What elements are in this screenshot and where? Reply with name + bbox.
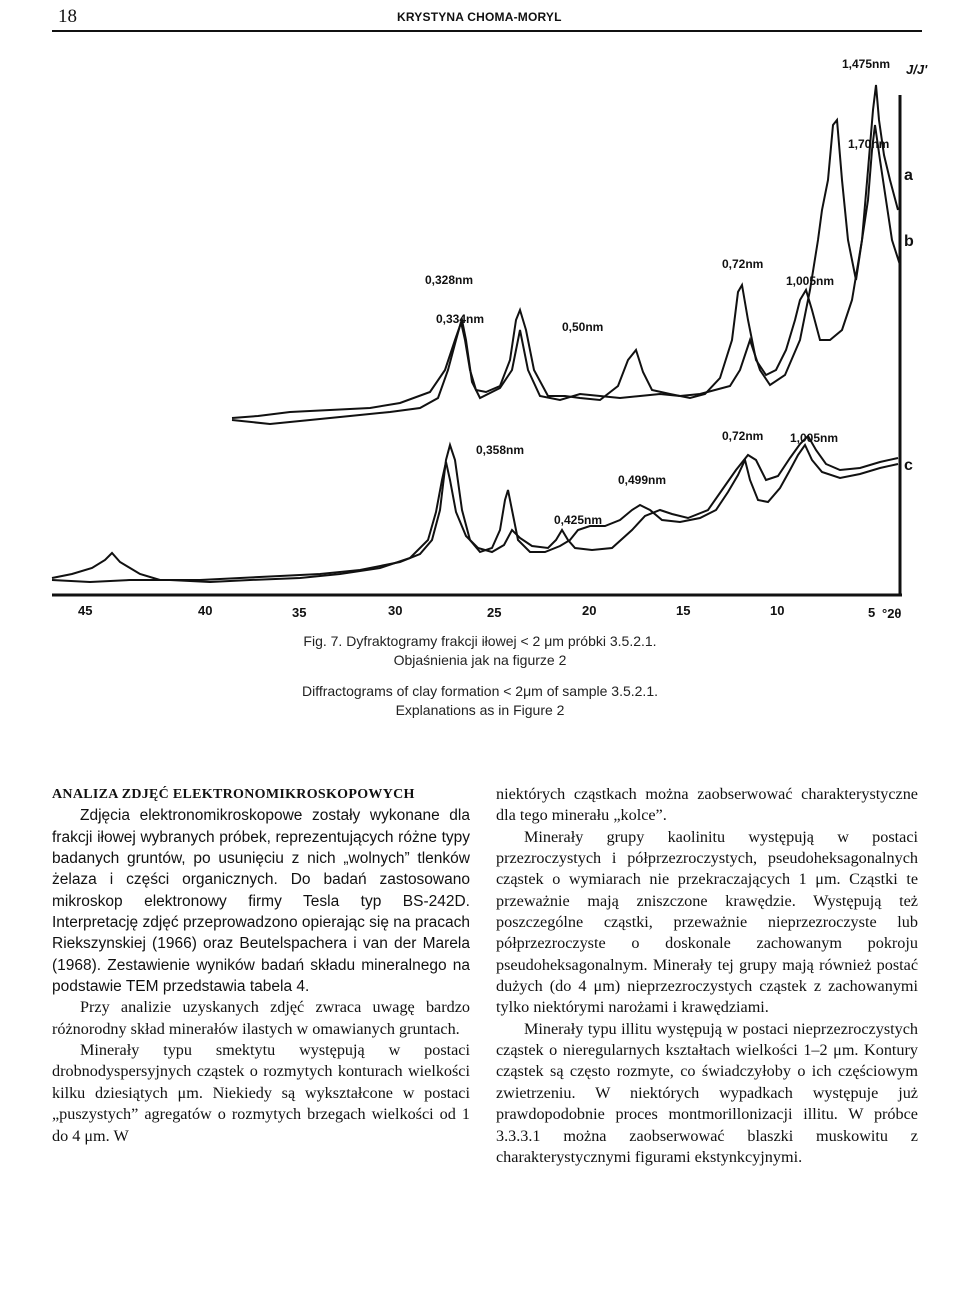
x-tick-10: 10: [770, 603, 785, 618]
x-tick-15: 15: [676, 603, 691, 618]
x-tick-20: 20: [582, 603, 597, 618]
x-tick-40: 40: [198, 603, 213, 618]
peak-label-0334: 0,334nm: [436, 312, 485, 326]
left-paragraph-1: Zdjęcia elektronomikroskopowe zostały wykonane dla frakcji iłowej wybranych próbek, reprezentujących różne typy badanych gruntów, po usunięciu z nich „wolnych” tlenków żelaza i części organicznych. Do badań zastosowano mikroskop elektronowy firmy Tesla typ BS-242D. Interpretację zdjęć przeprowadzono opierając się na pracach Riekszynskiej (1966) oraz Beutelspachera i van der Marela (1968). Zestawienie wyników badań składu mineralnego na podstawie TEM przedstawia tabela 4.: [52, 807, 470, 996]
page-header: [52, 6, 922, 30]
peak-label-072-lower: 0,72nm: [722, 429, 764, 443]
right-paragraph-1: niektórych cząstkach można zaobserwować charakterystyczne dla tego minerału „kolce”.: [496, 785, 918, 825]
page-number: 18: [58, 6, 77, 27]
peak-label-0358: 0,358nm: [476, 443, 525, 457]
peak-label-0328: 0,328nm: [425, 273, 474, 287]
diffractogram-plot: [0, 40, 960, 620]
x-tick-35: 35: [292, 605, 307, 620]
curve-label-a: a: [904, 167, 913, 184]
curve-label-b: b: [904, 233, 914, 250]
x-tick-30: 30: [388, 603, 403, 618]
caption-polish-line1: Fig. 7. Dyfraktogramy frakcji iłowej < 2 μm próbki 3.5.2.1.: [303, 633, 657, 649]
x-axis-label: °2θ: [882, 606, 902, 620]
corner-mark: J/J': [906, 62, 928, 77]
curve-a: [232, 85, 898, 418]
section-heading: ANALIZA ZDJĘĆ ELEKTRONOMIKROSKOPOWYCH: [52, 787, 415, 802]
peak-label-072-upper: 0,72nm: [722, 257, 764, 271]
peak-label-1005-lower: 1,005nm: [790, 431, 839, 445]
caption-polish: [0, 632, 960, 670]
caption-english: [0, 682, 960, 720]
peak-label-050: 0,50nm: [562, 320, 604, 334]
caption-english-line2: Explanations as in Figure 2: [395, 702, 565, 718]
caption-english-line1: Diffractograms of clay formation < 2μm of sample 3.5.2.1.: [301, 683, 658, 699]
x-tick-45: 45: [78, 603, 93, 618]
diffractogram-figure: [0, 40, 960, 620]
curve-label-c: c: [904, 457, 913, 474]
peak-label-0425: 0,425nm: [554, 513, 603, 527]
running-head: KRYSTYNA CHOMA-MORYL: [397, 10, 562, 24]
peak-label-170: 1,70nm: [848, 137, 890, 151]
header-rule: [52, 30, 922, 32]
peak-label-1475: 1,475nm: [842, 57, 891, 71]
curve-d: [52, 436, 898, 582]
right-column: [496, 784, 918, 1168]
peak-label-0499: 0,499nm: [618, 473, 667, 487]
curve-c: [52, 445, 898, 580]
x-tick-25: 25: [487, 605, 502, 620]
caption-polish-line2: Objaśnienia jak na figurze 2: [393, 652, 567, 668]
peak-label-1005-upper: 1,005nm: [786, 274, 835, 288]
left-column: [52, 784, 470, 1147]
x-tick-5: 5: [868, 605, 876, 620]
right-paragraph-2: Minerały grupy kaolinitu występują w postaci przezroczystych i półprzezroczystych, pseudoheksagonalnych cząstek o wymiarach nie przekraczających 1 μm. Cząstki te przeważnie mają zniszczone krawędzie. Występują też poszczególne cząstki, przeważnie nieprzezroczyste lub półprzezroczyste o doskonale zachowanym pokroju pseudoheksagonalnym. Minerały tej grupy mają również postać dużych (do 4 μm) nieprzezroczystych cząstek z zachowanymi tylko niektórymi narożami i krawędziami.: [496, 827, 918, 1017]
left-paragraph-2: Przy analizie uzyskanych zdjęć zwraca uwagę bardzo różnorodny skład minerałów ilastych w omawianych gruntach.: [52, 998, 470, 1038]
right-paragraph-3: Minerały typu illitu występują w postaci nieprzezroczystych cząstek o nieregularnych kształtach wielkości 1–2 μm. Kontury cząstek są często rozmyte, co świadczyłoby o ich częściowym zwietrzeniu. W niektórych wypadkach występuje już prawdopodobnie proces montmorillonizacji illitu. W próbce 3.3.3.1 można zaobserwować blaszki muskowitu z charakterystycznymi figurami ekstynkcyjnymi.: [496, 1019, 918, 1166]
left-paragraph-3: Minerały typu smektytu występują w postaci drobnodyspersyjnych cząstek o rozmytych konturach wielkości kilku dziesiątych μm. Niekiedy są wykształcone w postaci „puszystych” agregatów o rozmytych brzegach wielkości od 1 do 4 μm. W: [52, 1041, 470, 1145]
